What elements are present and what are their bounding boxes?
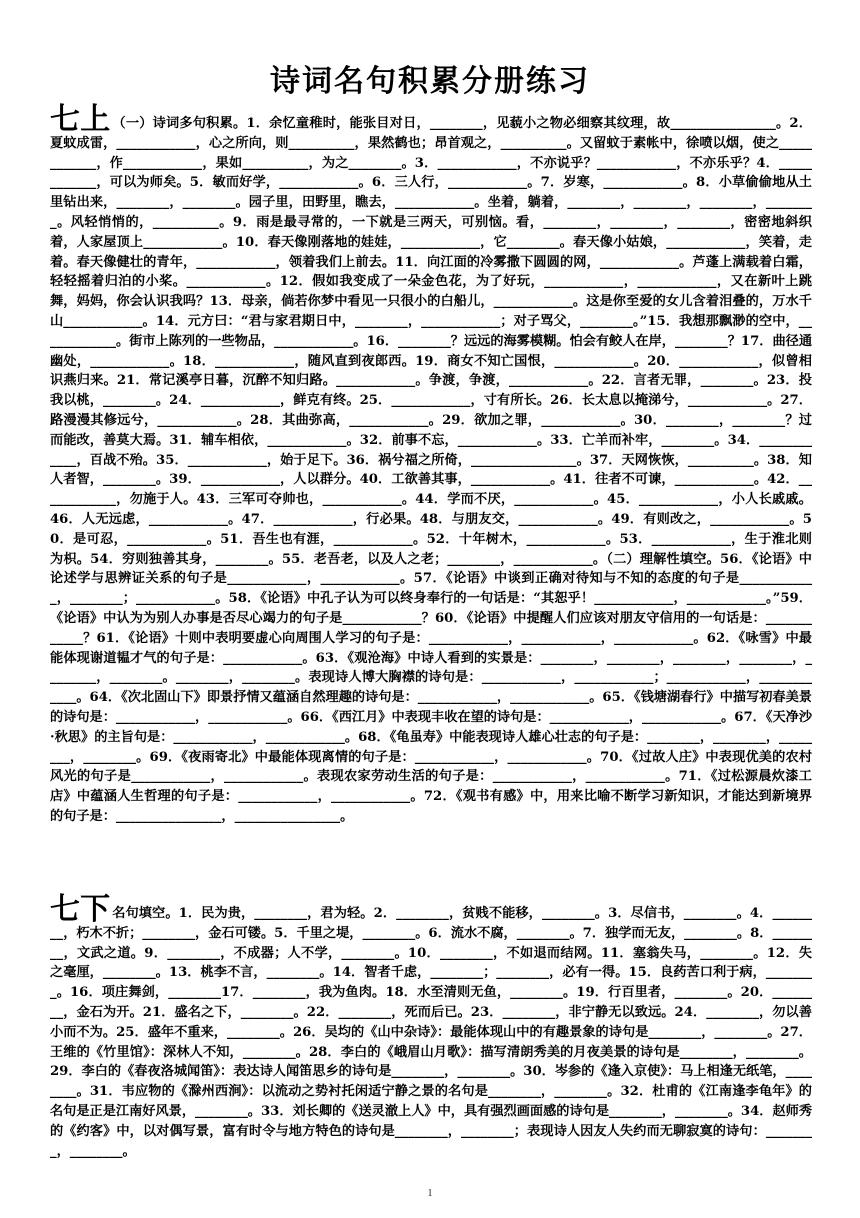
page-number: 1 [427, 1188, 433, 1199]
section-grade-7-first-term [50, 102, 813, 827]
grade-label: 七下 [50, 892, 111, 927]
exercise-text: 名句填空。1．民为贵，________，君为轻。2．________，贫贱不能移，________。3．尽信书，________。4．________，朽木不折；________，金石可镂。5．千里之堤，________。6．流水不腐，________。7．独学而无友，________。8．________，文武之道。9．________，不成器；人不学，________。10．________，不如退而结网。11．塞翁失马，________。12．失之毫厘，________。13．桃李不言，________。14．智者千虑，________；________，必有一得。15．良药苦口利于病，________。16．项庄舞剑，________17．________，我为鱼肉。18．水至清则无鱼，________。19．行百里者，________。20．________，金石为开。21．盛名之下，________。22．________，死而后已。23．________，非宁静无以致远。24．________，勿以善小而不为。25．盛年不重来，________。26．吴均的《山中杂诗》：最能体现山中的有趣景象的诗句是________，________。27．王维的《竹里馆》：深林人不知，________。28．李白的《峨眉山月歌》：描写清朗秀美的月夜美景的诗句是________，________。29．李白的《春夜洛城闻笛》：表达诗人闻笛思乡的诗句是________，________。30．岑参的《逢入京使》：马上相逢无纸笔，________。31．韦应物的《滁州西涧》：以流动之势衬托闲适宁静之景的名句是________，________。32．杜甫的《江南逢李龟年》的名句是正是江南好风景，________。33．刘长卿的《送灵澈上人》中，具有强烈画面感的诗句是________，________。34．赵师秀的《约客》中，以对偶写景，富有时令与地方特色的诗句是________，________；表现诗人因友人失约而无聊寂寞的诗句：________，________。 [50, 906, 813, 1159]
grade-label: 七上 [50, 102, 111, 137]
section-grade-7-second-term [50, 892, 813, 1161]
page-title: 诗词名句积累分册练习 [270, 64, 590, 99]
exercise-text: （一）诗词多句积累。1．余忆童稚时，能张目对日，________，见藐小之物必细察其纹理，故________________。2．夏蚊成雷，____________，心之所向，则__________，果然鹤也；昂首观之，__________。又留蚊于素帐中，徐喷以烟，使之____________，作____________，果如__________，为之________。3．____________，不亦说乎？____________，不亦乐乎？4．____________，可以为师矣。5．敏而好学，____________。6．三人行，____________。7．岁寒，____________。8．小草偷偷地从土里钻出来，________，________。园子里，田野里，瞧去，____________。坐着，躺着，________，________，________，________。风轻悄悄的，__________。9．雨是最寻常的，一下就是三两天，可别恼。看，________，________，________，密密地斜织着，人家屋顶上____________。10．春天像刚落地的娃娃，____________，它________。春天像小姑娘，____________，笑着，走着。春天像健壮的青年，____________，领着我们上前去。11．向江面的冷雾撒下圆圆的网，____________。芦蓬上满载着白霜，轻轻摇着归泊的小桨。____________。12．假如我变成了一朵金色花，为了好玩，____________，____________，又在新叶上跳舞，妈妈，你会认识我吗？13．母亲，倘若你梦中看见一只很小的白船儿，____________。这是你至爱的女儿含着泪叠的，万水千山____________。14．元方曰：“君与家君期日中，________，____________；对子骂父，________。”15．我想那飘渺的空中，____________。街市上陈列的一些物品，____________。16．________？远远的海雾模糊。怕会有鲛人在岸，________？17．曲径通幽处，____________。18．____________，随风直到夜郎西。19．商女不知亡国恨，____________。20．____________，似曾相识燕归来。21．常记溪亭日暮，沉醉不知归路。____________。争渡，争渡，____________。22．言者无罪，________。23．投我以桃，________。24．____________，鲜克有终。25．____________，寸有所长。26．长太息以掩涕兮，____________。27．路漫漫其修远兮，____________。28．其曲弥高，____________。29．欲加之罪，____________。30．________，________？过而能改，善莫大焉。31．辅车相依，____________。32．前事不忘，____________。33．亡羊而补牢，________。34．____________，百战不殆。35．____________，始于足下。36．祸兮福之所倚，________________。37．天网恢恢，__________。38．知人者智，________。39．____________，人以群分。40．工欲善其事，____________。41．往者不可谏，____________。42．____________，勿施于人。43．三军可夺帅也，____________。44．学而不厌，____________。45．____________，小人长戚戚。46．人无远虑，____________。47．____________，行必果。48．与朋友交，____________。49．有则改之，____________。50．是可忍，____________。51．吾生也有涯，____________。52．十年树木，____________。53．____________，生于淮北则为枳。54．穷则独善其身，________。55．老吾老，以及人之老；________，____________。（二）理解性填空。56．《论语》中论述学与思辨证关系的句子是____________，____________。57．《论语》中谈到正确对待知与不知的态度的句子是____________，________；____________。58．《论语》中孔子认为可以终身奉行的一句话是：“其恕乎！____________，____________。”59．《论语》中认为为别人办事是否尽心竭力的句子是____________？60．《论语》中提醒人们应该对朋友守信用的一句话是：____________？61．《论语》十则中表明要虚心向周围人学习的句子是：____________，____________，____________。62．《咏雪》中最能体现谢道韫才气的句子是：____________。63．《观沧海》中诗人看到的实景是：________，________，________，________，________，________。________，________。表现诗人博大胸襟的诗句是：____________，____________；____________，____________。64．《次北固山下》即景抒情又蕴涵自然理趣的诗句是：____________，____________。65．《钱塘湖春行》中描写初春美景的诗句是：____________，____________。66．《西江月》中表现丰收在望的诗句是：____________，____________。67．《天净沙·秋思》的主旨句是：____________，____________。68．《龟虽寿》中能表现诗人雄心壮志的句子是：________，________，________，________。69．《夜雨寄北》中最能体现离情的句子是：____________，____________。70．《过故人庄》中表现优美的农村风光的句子是____________，____________。表现农家劳动生活的句子是：____________，____________。71．《过松源晨炊漆工店》中蕴涵人生哲理的句子是：____________，____________。72．《观书有感》中，用来比喻不断学习新知识，才能达到新境界的句子是：________________，________________。 [50, 116, 813, 824]
